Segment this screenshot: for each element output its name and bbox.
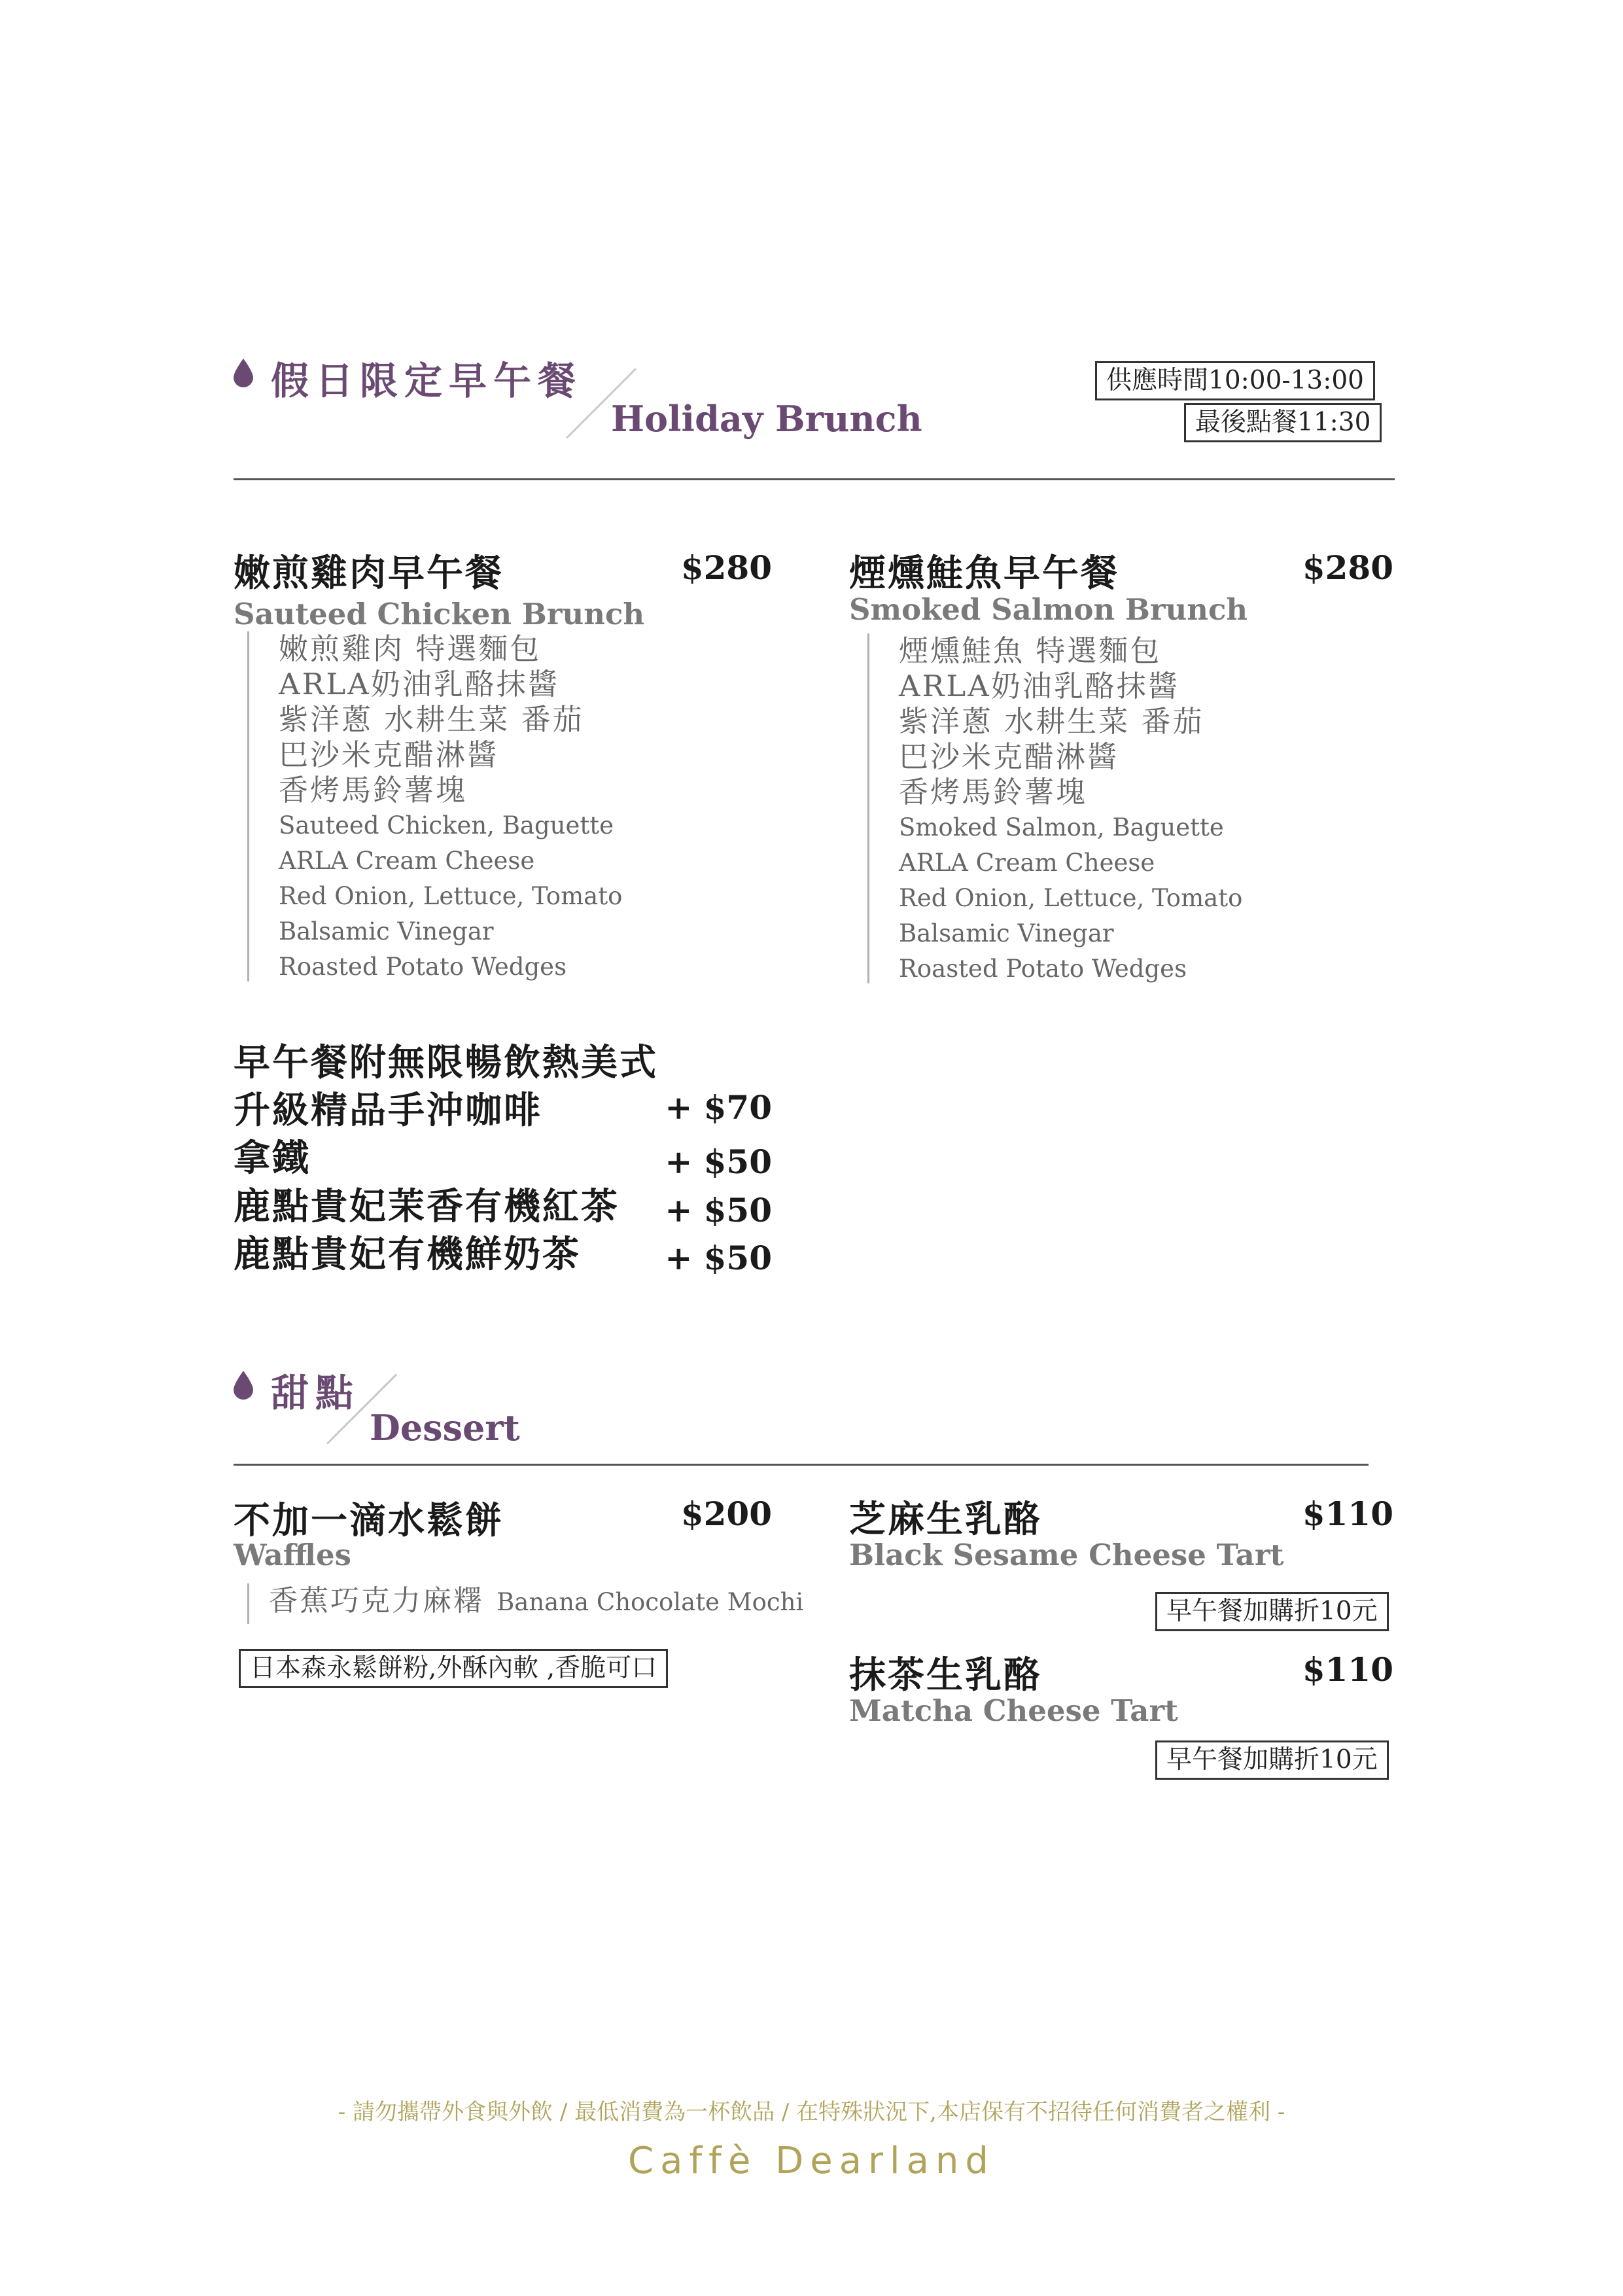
- item-price: $200: [680, 1494, 772, 1533]
- addon-name: 拿鐵: [234, 1137, 311, 1180]
- desc-option-zh: 香蕉巧克力麻糬: [269, 1584, 484, 1617]
- desc-line-zh: 巴沙米克醋淋醬: [899, 739, 1119, 774]
- desc-line-en: Balsamic Vinegar: [279, 917, 494, 945]
- drop-icon: [234, 1371, 253, 1400]
- desc-line-zh: 香烤馬鈴薯塊: [899, 775, 1088, 809]
- addon-price: + $70: [665, 1088, 772, 1127]
- brunch-title-zh: 假日限定早午餐: [271, 359, 583, 403]
- item-name-en: Sauteed Chicken Brunch: [234, 597, 645, 631]
- item-description: [247, 631, 622, 981]
- dessert-title-en: Dessert: [370, 1407, 520, 1449]
- desc-line-en: Roasted Potato Wedges: [899, 955, 1187, 983]
- item-name-en: Black Sesame Cheese Tart: [849, 1538, 1284, 1572]
- desc-line-zh: 香烤馬鈴薯塊: [279, 773, 468, 807]
- addon-price: + $50: [665, 1239, 772, 1277]
- brunch-discount-badge: 早午餐加購折10元: [1155, 1592, 1389, 1631]
- desc-line-en: Smoked Salmon, Baguette: [899, 813, 1224, 841]
- desc-line-zh: 巴沙米克醋淋醬: [279, 737, 499, 772]
- brand-name: Caffè Dearland: [628, 2140, 995, 2182]
- service-hours-badge: 供應時間10:00-13:00: [1095, 361, 1375, 400]
- desc-line-zh: 紫洋蔥 水耕生菜 番茄: [279, 702, 584, 737]
- desc-line-en: ARLA Cream Cheese: [899, 849, 1155, 877]
- addon-name: 鹿點貴妃有機鮮奶茶: [234, 1233, 581, 1276]
- footer-notice: - 請勿攜帶外食與外飲 / 最低消費為一杯飲品 / 在特殊狀況下,本店保有不招待任何消費者之權利 -: [338, 2099, 1285, 2125]
- item-name-zh: 抹茶生乳酪: [849, 1653, 1042, 1697]
- desc-line-zh: 紫洋蔥 水耕生菜 番茄: [899, 704, 1204, 739]
- item-price: $280: [680, 548, 772, 587]
- desc-line-zh: ARLA奶油乳酪抹醬: [899, 669, 1179, 703]
- addon-name: 鹿點貴妃茉香有機紅茶: [234, 1185, 620, 1228]
- item-name-en: Waffles: [234, 1538, 351, 1572]
- item-name-zh: 嫩煎雞肉早午餐: [234, 552, 504, 595]
- addon-name: 升級精品手沖咖啡: [234, 1089, 542, 1132]
- item-name-zh: 芝麻生乳酪: [849, 1498, 1042, 1541]
- item-price: $110: [1302, 1494, 1393, 1533]
- desc-line-en: Roasted Potato Wedges: [279, 953, 567, 981]
- desc-line-en: ARLA Cream Cheese: [279, 847, 535, 875]
- waffle-note-badge: 日本森永鬆餅粉,外酥內軟 ,香脆可口: [239, 1649, 668, 1688]
- item-name-en: Matcha Cheese Tart: [849, 1693, 1178, 1728]
- dessert-divider: [234, 1464, 1369, 1466]
- desc-line-zh: 嫩煎雞肉 特選麵包: [279, 631, 542, 666]
- item-price: $280: [1302, 548, 1393, 587]
- dessert-title-zh: 甜點: [271, 1371, 360, 1415]
- addons-heading: 早午餐附無限暢飲熱美式: [234, 1041, 658, 1084]
- drop-icon: [234, 359, 253, 387]
- desc-line-zh: ARLA奶油乳酪抹醬: [279, 667, 559, 701]
- brunch-title-en: Holiday Brunch: [611, 398, 922, 440]
- desc-line-en: Red Onion, Lettuce, Tomato: [279, 882, 623, 910]
- item-price: $110: [1302, 1650, 1393, 1689]
- desc-option-en: Banana Chocolate Mochi: [497, 1588, 804, 1616]
- last-order-badge: 最後點餐11:30: [1184, 403, 1382, 442]
- addon-price: + $50: [665, 1142, 772, 1181]
- desc-line-en: Red Onion, Lettuce, Tomato: [899, 884, 1243, 912]
- desc-line-en: Sauteed Chicken, Baguette: [279, 811, 614, 839]
- brunch-divider: [234, 478, 1395, 480]
- item-name-zh: 煙燻鮭魚早午餐: [849, 552, 1119, 595]
- desc-line-en: Balsamic Vinegar: [899, 919, 1114, 947]
- item-name-en: Smoked Salmon Brunch: [849, 592, 1248, 627]
- item-name-zh: 不加一滴水鬆餅: [234, 1499, 504, 1542]
- item-description: [867, 633, 1242, 983]
- brunch-discount-badge: 早午餐加購折10元: [1155, 1740, 1389, 1780]
- desc-line-zh: 煙燻鮭魚 特選麵包: [899, 633, 1162, 668]
- item-description: [247, 1583, 803, 1624]
- addon-price: + $50: [665, 1191, 772, 1229]
